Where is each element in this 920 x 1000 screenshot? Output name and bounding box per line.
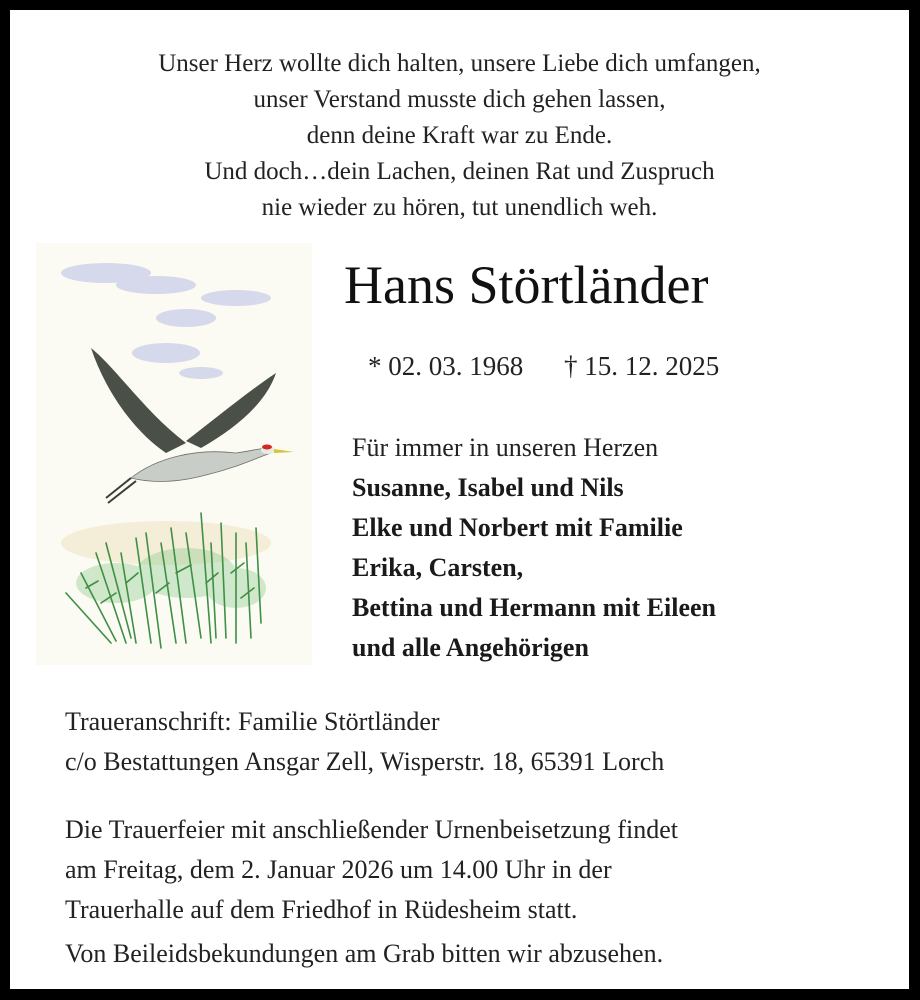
poem-line: denn deine Kraft war zu Ende. [306, 122, 613, 149]
family-member: Bettina und Hermann mit Eileen [352, 593, 717, 622]
family-member: Susanne, Isabel und Nils [352, 473, 624, 502]
mourning-address [65, 702, 664, 782]
obituary-card [10, 10, 909, 989]
poem-line: Unser Herz wollte dich halten, unsere Liebe dich umfangen, [158, 50, 761, 77]
ceremony-info [65, 810, 678, 930]
family-member: und alle Angehörigen [352, 633, 589, 662]
ceremony-line: am Freitag, dem 2. Januar 2026 um 14.00 Uhr in der [65, 855, 612, 884]
birth-date-group [368, 346, 523, 386]
poem [10, 46, 909, 226]
crane-watercolor-icon [36, 243, 312, 665]
poem-line: nie wieder zu hören, tut unendlich weh. [261, 194, 658, 221]
family-intro: Für immer in unseren Herzen [352, 433, 659, 462]
death-date: 15. 12. 2025 [584, 351, 720, 381]
crane-illustration [36, 243, 312, 665]
family-member: Erika, Carsten, [352, 553, 524, 582]
family-member: Elke und Norbert mit Familie [352, 513, 683, 542]
deceased-name: Hans Störtländer [344, 255, 709, 315]
death-cross-icon: † [564, 351, 578, 381]
condolence-note: Von Beileidsbekundungen am Grab bitten wir abzusehen. [65, 939, 664, 968]
birth-date: 02. 03. 1968 [388, 351, 524, 381]
address-line: Traueranschrift: Familie Störtländer [65, 707, 440, 736]
poem-line: unser Verstand musste dich gehen lassen, [253, 86, 666, 113]
ceremony-line: Trauerhalle auf dem Friedhof in Rüdesheim statt. [65, 895, 578, 924]
family-list [352, 428, 716, 668]
birth-symbol-icon: * [368, 351, 382, 381]
death-date-group [564, 346, 719, 386]
address-line: c/o Bestattungen Ansgar Zell, Wisperstr. 18, 65391 Lorch [65, 747, 665, 776]
poem-line: Und doch…dein Lachen, deinen Rat und Zuspruch [204, 158, 715, 185]
life-dates [368, 346, 719, 386]
ceremony-line: Die Trauerfeier mit anschließender Urnenbeisetzung findet [65, 815, 678, 844]
